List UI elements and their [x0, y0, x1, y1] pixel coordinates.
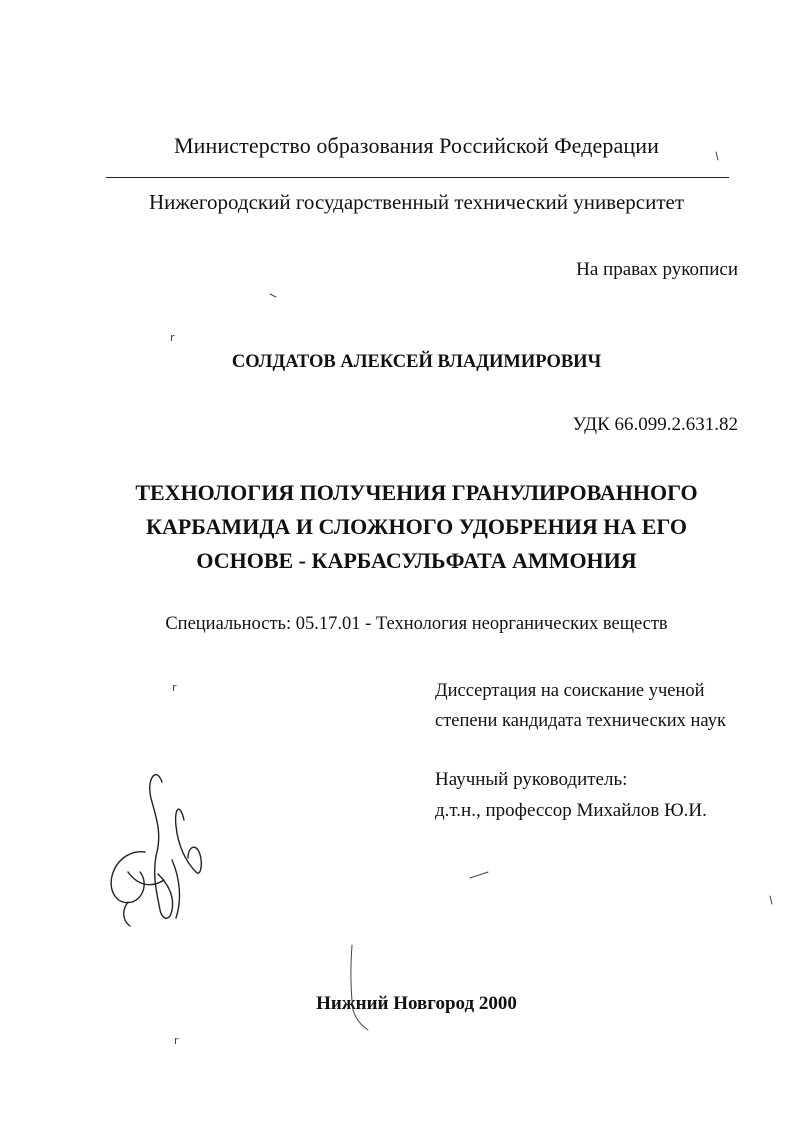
supervisor-label: Научный руководитель: [435, 769, 628, 790]
title-line: ТЕХНОЛОГИЯ ПОЛУЧЕНИЯ ГРАНУЛИРОВАННОГО [135, 480, 698, 505]
manuscript-note: На правах рукописи [576, 259, 738, 280]
title-line: КАРБАМИДА И СЛОЖНОГО УДОБРЕНИЯ НА ЕГО [146, 514, 687, 539]
dissertation-line: Диссертация на соискание ученой [435, 681, 705, 701]
scan-mark: r [172, 681, 177, 694]
title-line: ОСНОВЕ - КАРБАСУЛЬФАТА АММОНИЯ [196, 548, 637, 573]
ministry-name: Министерство образования Российской Федерации [173, 133, 659, 158]
supervisor-name: д.т.н., профессор Михайлов Ю.И. [435, 800, 707, 821]
udk-code: УДК 66.099.2.631.82 [572, 414, 738, 435]
university-name: Нижегородский государственный технический университет [148, 190, 685, 214]
author-name: СОЛДАТОВ АЛЕКСЕЙ ВЛАДИМИРОВИЧ [231, 352, 602, 372]
scan-mark: r [170, 331, 175, 344]
place-and-year: Нижний Новгород 2000 [316, 993, 517, 1014]
dissertation-line: степени кандидата технических наук [435, 711, 726, 731]
speciality: Специальность: 05.17.01 - Технология неорганических веществ [165, 614, 668, 634]
scan-mark: r [174, 1034, 179, 1047]
